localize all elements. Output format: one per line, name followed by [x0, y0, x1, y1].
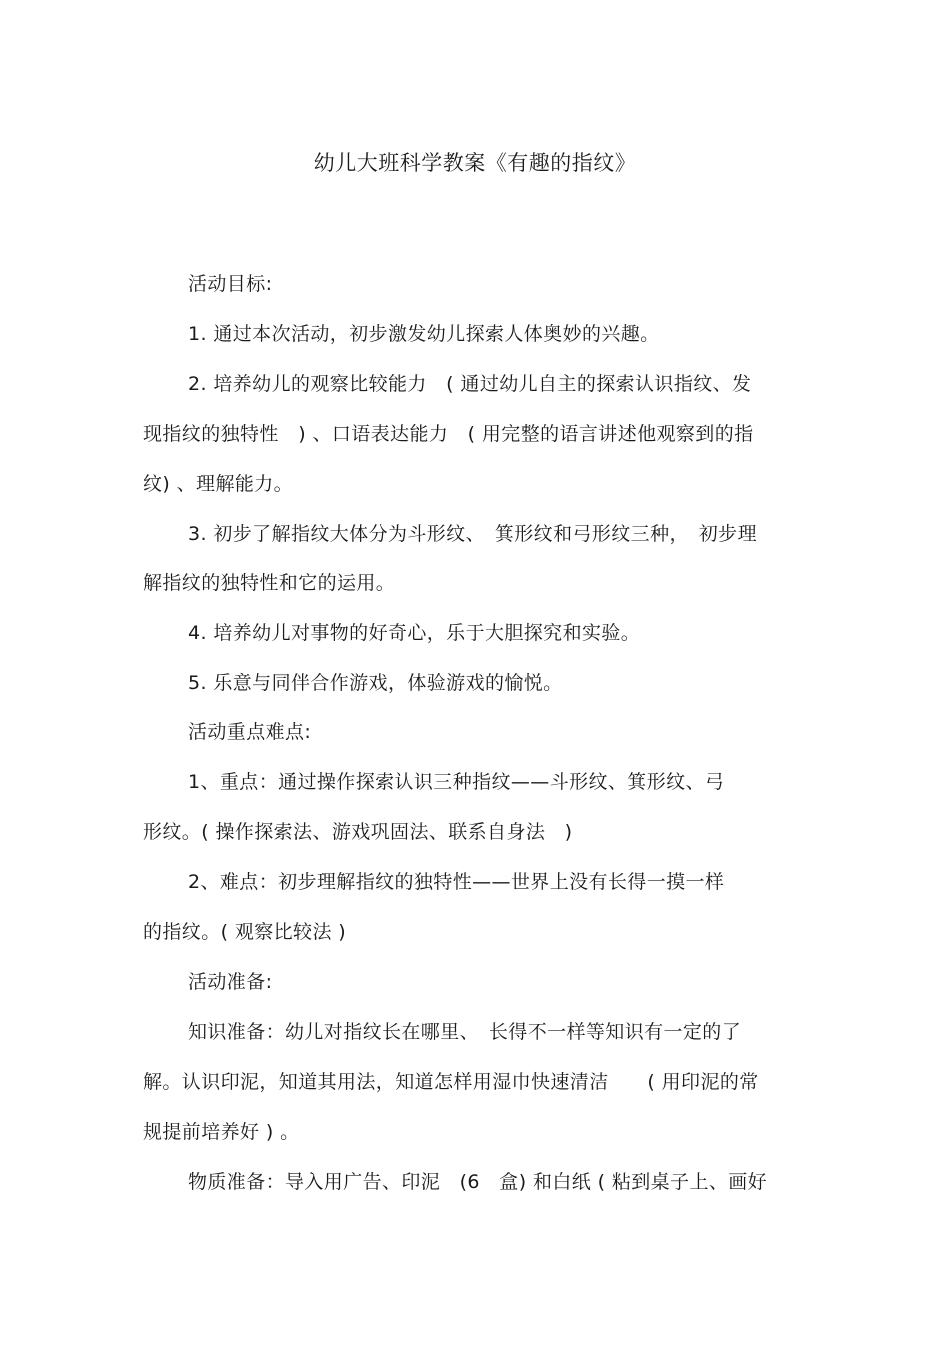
heading-preparation: 活动准备: [188, 971, 273, 993]
difficulty-line-2: 的指纹。( 观察比较法 ) [143, 921, 347, 943]
goal-4: 4. 培养幼儿对事物的好奇心，乐于大胆探究和实验。 [188, 622, 641, 644]
key-point-line-1: 1、重点：通过操作探索认识三种指纹——斗形纹、箕形纹、弓 [188, 771, 725, 793]
goal-3-line-2: 解指纹的独特性和它的运用。 [143, 572, 396, 594]
goal-5: 5. 乐意与同伴合作游戏，体验游戏的愉悦。 [188, 672, 563, 694]
goal-2-line-1: 2. 培养幼儿的观察比较能力 ( 通过幼儿自主的探索认识指纹、发 [188, 373, 752, 395]
document-title: 幼儿大班科学教案《有趣的指纹》 [313, 151, 637, 175]
knowledge-prep-line-1: 知识准备：幼儿对指纹长在哪里、 长得不一样等知识有一定的了 [188, 1021, 742, 1043]
material-prep-line-1: 物质准备：导入用广告、印泥 (6 盒) 和白纸 ( 粘到桌子上、画好 [188, 1171, 768, 1193]
difficulty-line-1: 2、难点：初步理解指纹的独特性——世界上没有长得一摸一样 [188, 871, 725, 893]
goal-2-line-2: 现指纹的独特性 ) 、口语表达能力 ( 用完整的语言讲述他观察到的指 [143, 423, 754, 445]
goal-3-line-1: 3. 初步了解指纹大体分为斗形纹、 箕形纹和弓形纹三种， 初步理 [188, 523, 757, 545]
goal-1: 1. 通过本次活动，初步激发幼儿探索人体奥妙的兴趣。 [188, 323, 660, 345]
goal-2-line-3: 纹) 、理解能力。 [143, 473, 294, 495]
heading-key-points: 活动重点难点: [188, 721, 312, 743]
knowledge-prep-line-2: 解。认识印泥，知道其用法，知道怎样用湿巾快速清洁 ( 用印泥的常 [143, 1071, 759, 1093]
key-point-line-2: 形纹。( 操作探索法、游戏巩固法、联系自身法 ) [143, 821, 573, 843]
heading-activity-goals: 活动目标: [188, 273, 273, 295]
knowledge-prep-line-3: 规提前培养好 ) 。 [143, 1121, 300, 1143]
